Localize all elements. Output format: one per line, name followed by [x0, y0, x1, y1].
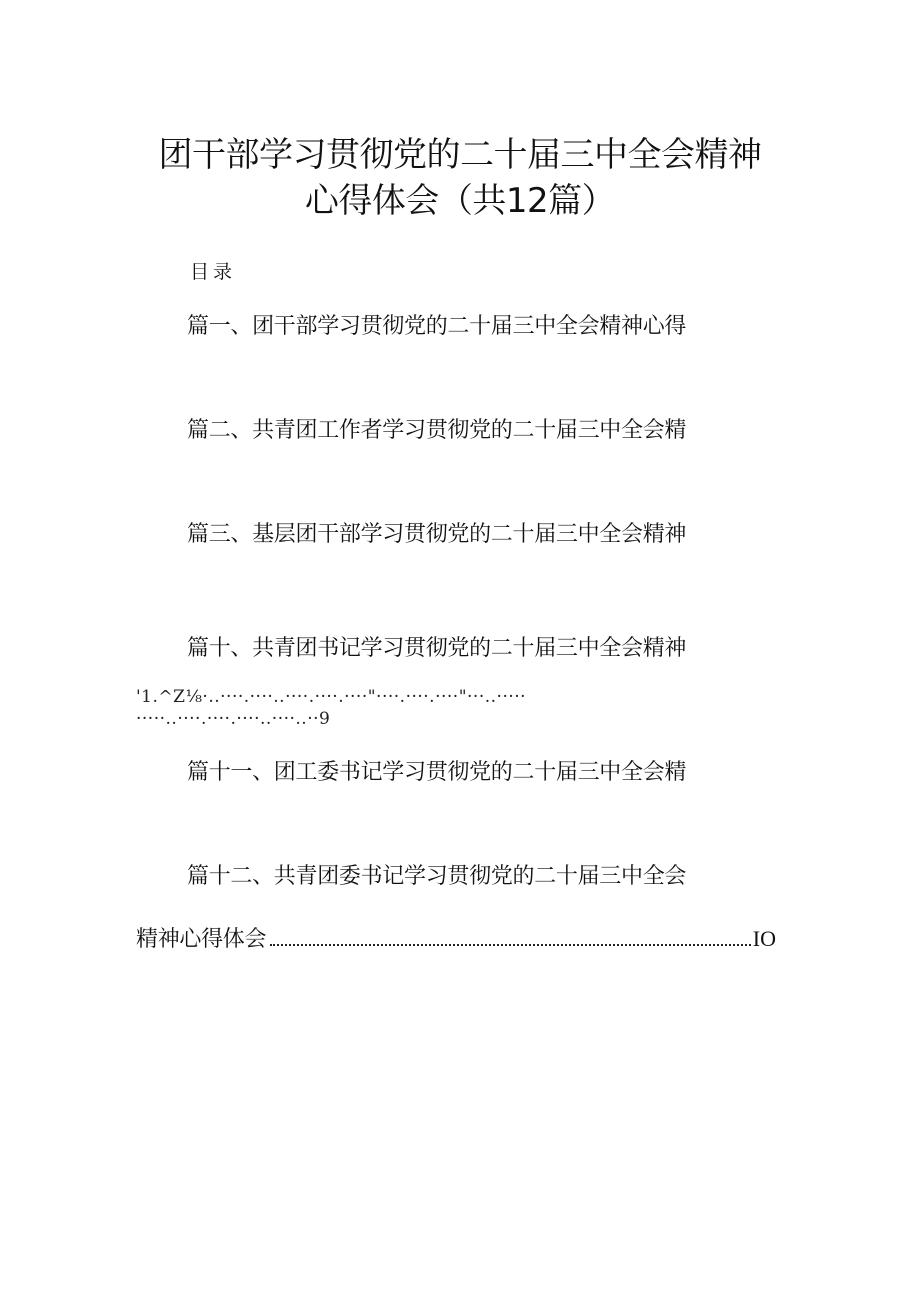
toc-heading: 目录	[190, 261, 237, 283]
toc-entry-10[interactable]: 篇十、共青团书记学习贯彻党的二十届三中全会精神	[187, 636, 687, 661]
toc-garbled-leader-line-1: '1.^Z⅛·..····.····..····.····.····"····.····.····"···..·····	[136, 687, 527, 707]
toc-entry-12-continuation-text: 精神心得体会	[136, 927, 267, 952]
toc-page-number: IO	[752, 926, 776, 951]
toc-entry-11[interactable]: 篇十一、团工委书记学习贯彻党的二十届三中全会精	[187, 760, 687, 785]
toc-entry-3[interactable]: 篇三、基层团干部学习贯彻党的二十届三中全会精神	[187, 522, 687, 547]
toc-entry-12-continuation[interactable]	[136, 924, 776, 954]
toc-entry-12[interactable]: 篇十二、共青团委书记学习贯彻党的二十届三中全会	[187, 864, 687, 889]
toc-garbled-leader-line-2: ·····..····.····.····..····..··9	[136, 709, 331, 729]
document-title-line-2: 心得体会（共12篇）	[304, 181, 616, 221]
document-title-line-1: 团干部学习贯彻党的二十届三中全会精神	[158, 135, 762, 175]
toc-entry-1[interactable]: 篇一、团干部学习贯彻党的二十届三中全会精神心得	[187, 314, 687, 339]
toc-dot-leader	[270, 943, 751, 946]
toc-entry-2[interactable]: 篇二、共青团工作者学习贯彻党的二十届三中全会精	[187, 418, 687, 443]
